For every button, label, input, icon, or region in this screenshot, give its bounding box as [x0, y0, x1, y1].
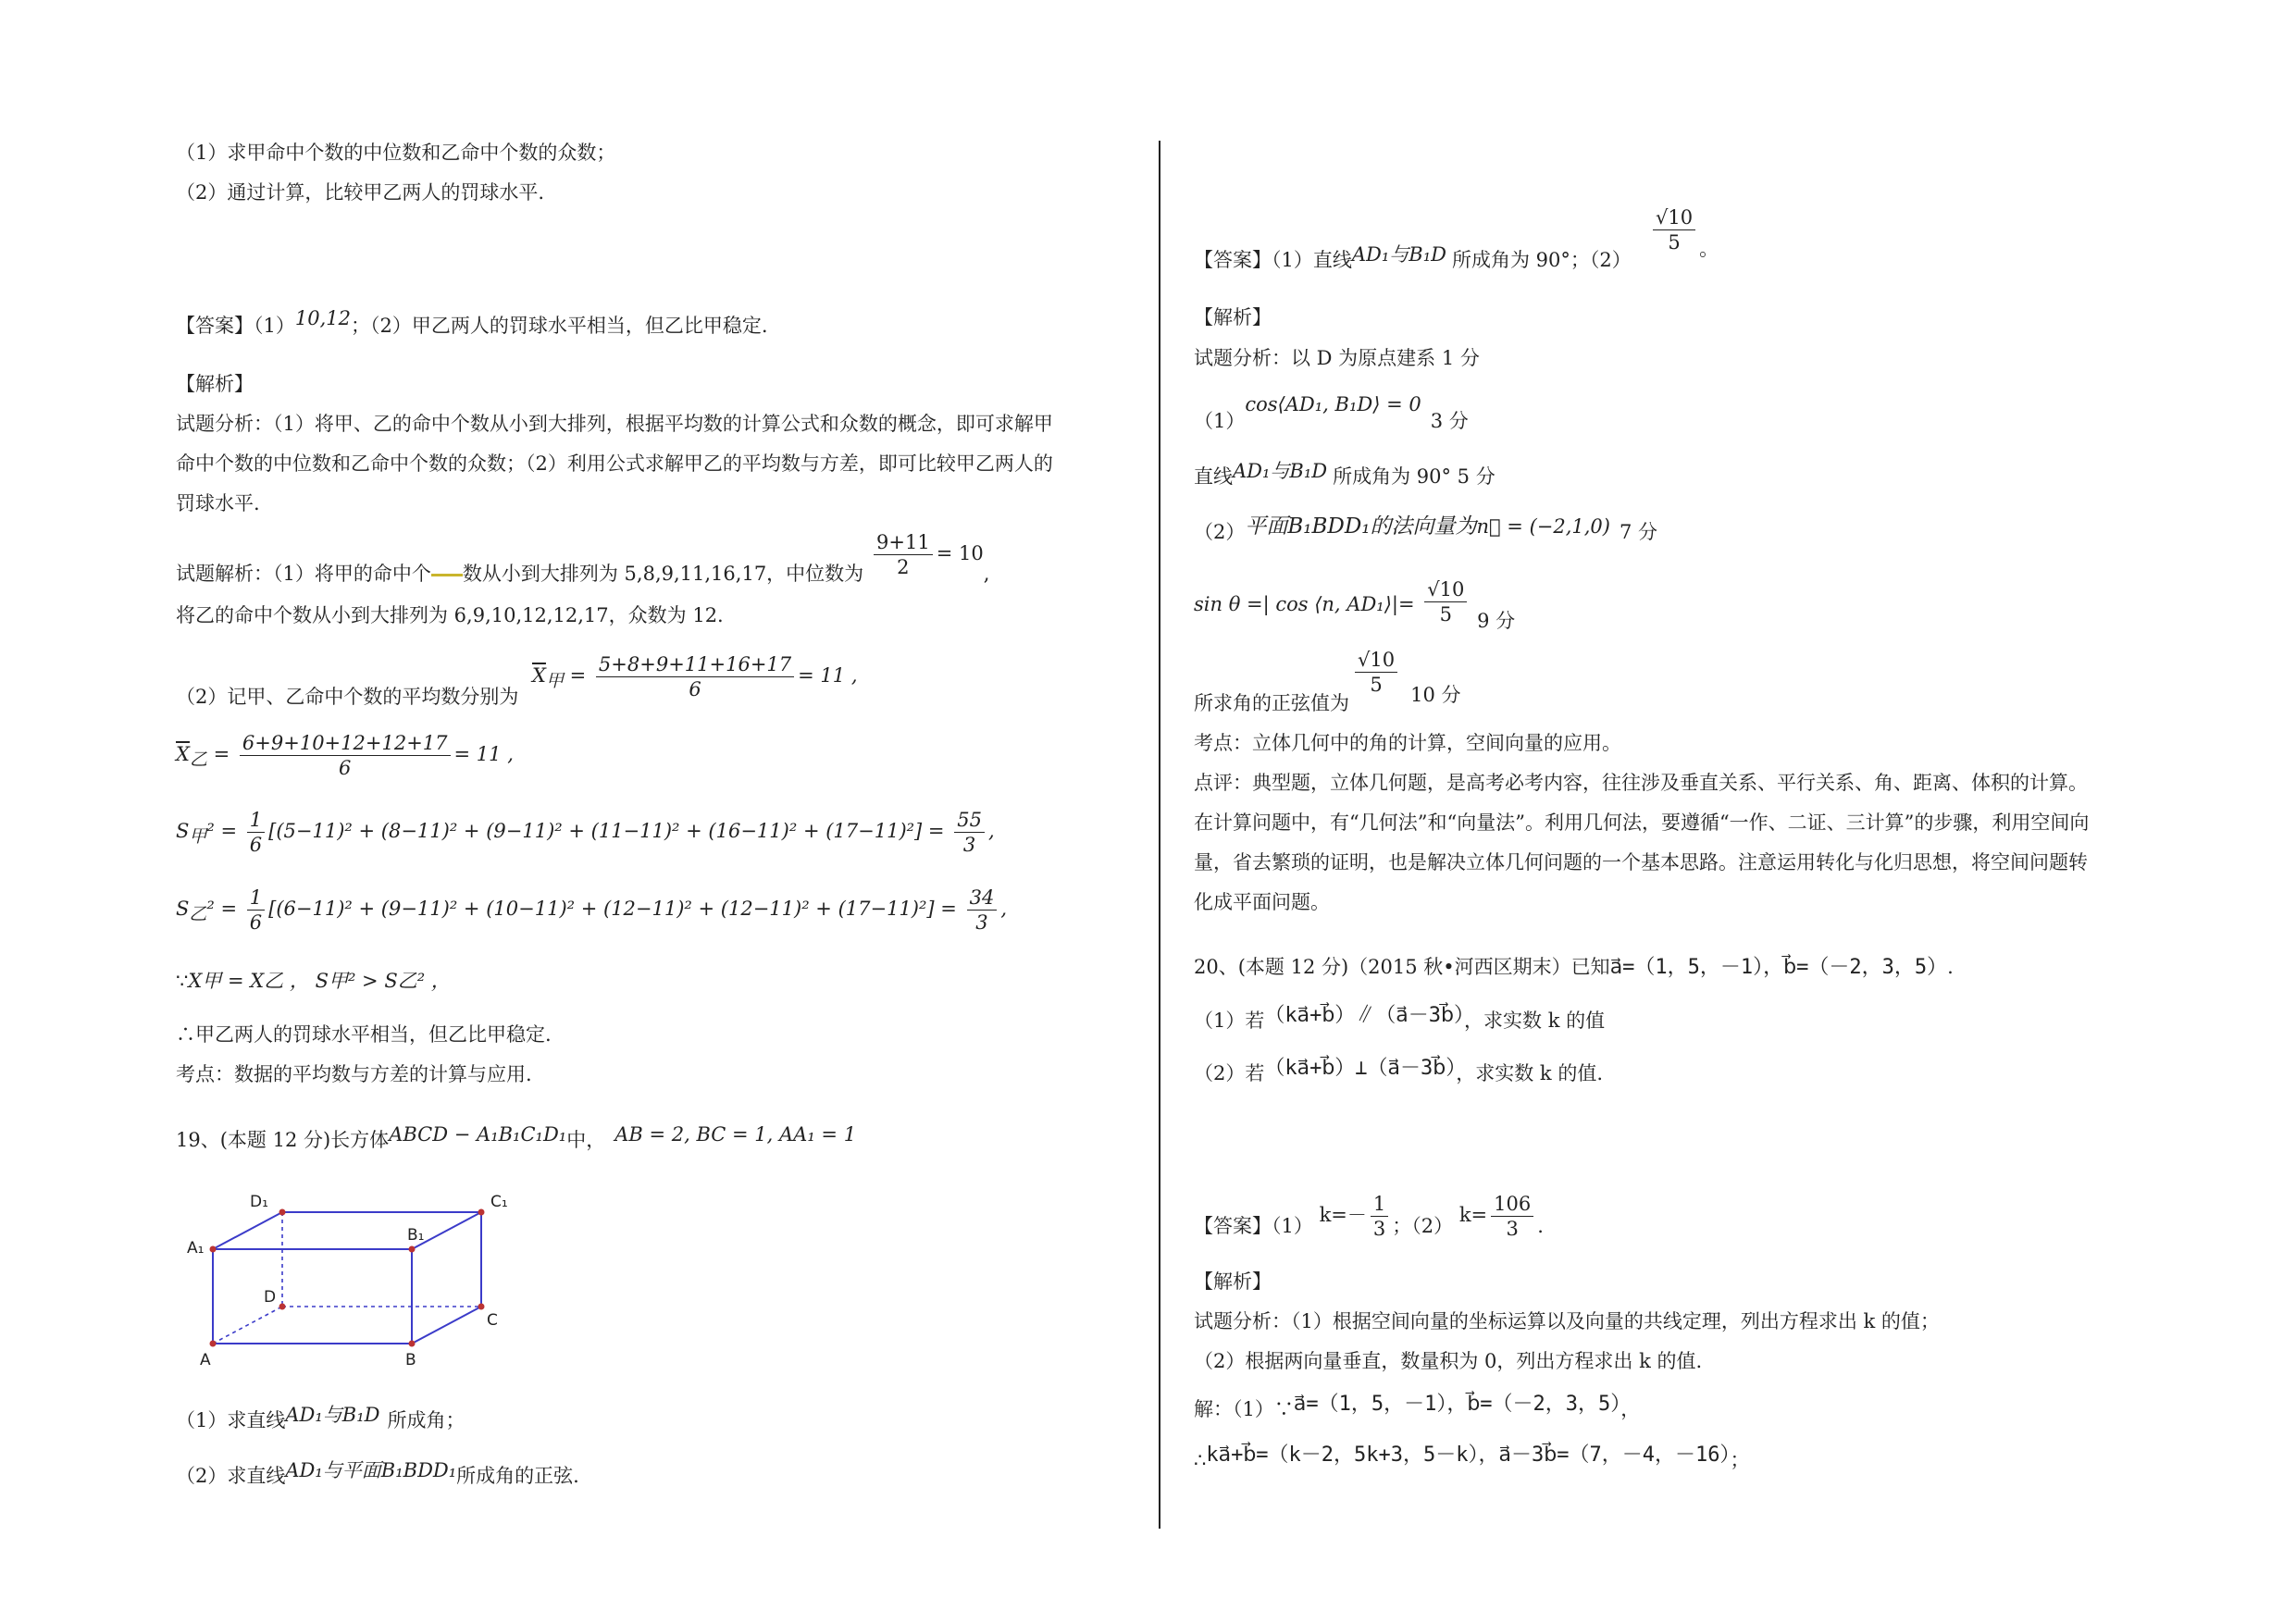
variance-jia-denominator: 3: [962, 834, 976, 856]
q19-part2-math: AD₁与平面B₁BDD₁: [285, 1459, 457, 1481]
step4-num: √10: [1424, 577, 1467, 602]
mean-intro: （2）记甲、乙命中个数的平均数分别为: [176, 686, 519, 708]
mean-yi-numerator: 6+9+10+12+12+17: [240, 731, 451, 756]
step3-math: 平面B₁BDD₁的法向量为: [1245, 514, 1477, 539]
solution-text-b: 数从小到大排列为 5,8,9,11,16,17，中位数为: [462, 563, 864, 585]
question-20: [1194, 953, 1954, 982]
q19-part1: [176, 1406, 465, 1434]
analysis-line-3: 罚球水平.: [176, 492, 260, 514]
step2-a: 直线: [1194, 465, 1233, 488]
solution-text-a: 试题解析：（1）将甲的命中个: [176, 563, 431, 585]
median-denominator: 2: [897, 556, 910, 578]
answer-part1-label: （1）: [254, 315, 295, 337]
q20-text: 20、(本题 12 分)（2015 秋•河西区期末）已知: [1194, 956, 1610, 978]
q20-answer-k1-num: 1: [1371, 1192, 1388, 1217]
variance-jia-coef-num: 1: [247, 808, 265, 833]
q20-answer-k2-num: 106: [1491, 1192, 1533, 1217]
mean-yi-formula: $\overline{X}_乙$ = $\frac{6+9+10+12+12+17}{6}$ = 11 ,: [176, 732, 514, 779]
step2-b: 所成角为 90° 5 分: [1333, 465, 1496, 488]
right-answer-b: 所成角为 90°；（2）: [1451, 249, 1632, 271]
variance-yi-formula: $S_乙^2$ = $\frac{1}{6}$ [(6−11)² + (9−11)² + (10−11)² + (12−11)² + (12−11)² + (17−11)²] = $\frac{34}{3}$ ,: [176, 886, 1007, 934]
step3-vector: n⃗ = (−2,1,0): [1476, 515, 1610, 538]
analysis-line-2: 命中个数的中位数和乙命中个数的众数；（2）利用公式求解甲乙的平均数与方差，即可比较甲乙两人的: [176, 452, 1053, 475]
kaodian-left: 考点：数据的平均数与方差的计算与应用.: [176, 1063, 532, 1085]
q20-part1-b: ，求实数 k 的值: [1464, 1010, 1606, 1032]
variance-jia-formula: $S_甲^2$ = $\frac{1}{6}$ [(5−11)² + (8−11)² + (9−11)² + (11−11)² + (16−11)² + (17−11)²] = $\frac{55}{3}$ ,: [176, 809, 995, 856]
right-analysis-heading: 【解析】: [1194, 306, 1272, 328]
label-C: C: [487, 1311, 498, 1330]
median-result: = 10: [936, 542, 984, 564]
step5-b: 10 分: [1410, 684, 1461, 706]
q20-answer-k1: k=－: [1319, 1204, 1367, 1226]
mean-jia-result: = 11: [798, 664, 846, 687]
mean-jia-denominator: 6: [689, 678, 701, 700]
step4-math: sin θ =| cos ⟨n, AD₁⟩|=: [1194, 593, 1415, 615]
q19-part1-a: （1）求直线: [176, 1409, 286, 1431]
q20-part1-expr: （ka⃗+b⃗）∥（a⃗－3b⃗）: [1264, 1004, 1465, 1027]
variance-yi-body: [(6−11)² + (9−11)² + (10−11)² + (12−11)² + (12−11)² + (17−11)²] =: [268, 898, 957, 920]
q19-in: 中，: [566, 1129, 606, 1151]
right-analysis-line: 试题分析：以 D 为原点建系 1 分: [1194, 347, 1480, 369]
q20-end: .: [1947, 956, 1954, 978]
q20-answer-label: 【答案】: [1194, 1215, 1272, 1237]
because-symbol: ∵: [176, 970, 189, 992]
q19-part1-math: AD₁与B₁D: [285, 1404, 380, 1426]
dianping-line-1: 点评：典型题，立体几何题，是高考必考内容，往往涉及垂直关系、平行关系、角、距离、体积的计算。: [1194, 772, 2088, 794]
variance-yi-symbol: S: [176, 898, 190, 920]
mode-line: 将乙的命中个数从小到大排列为 6,9,10,12,12,17，众数为 12.: [176, 604, 724, 626]
column-divider: [1159, 141, 1160, 1529]
q20-part1-a: （1）若: [1194, 1010, 1265, 1032]
kaodian-right: 考点：立体几何中的角的计算，空间向量的应用。: [1194, 732, 1621, 754]
variance-jia-numerator: 55: [954, 808, 985, 833]
q19-part1-b: 所成角；: [387, 1409, 465, 1431]
q20-solution-2-a: ∴: [1194, 1449, 1207, 1471]
q19-part2-a: （2）求直线: [176, 1465, 286, 1487]
q20-answer-end: .: [1537, 1215, 1544, 1237]
q20-part1: [1194, 1004, 1606, 1035]
mean-yi-symbol: $\overline{X}$: [176, 743, 190, 765]
dianping-line-3: 量，省去繁琐的证明，也是解决立体几何问题的一个基本思路。注意运用转化与化归思想，将空间问题转: [1194, 851, 2088, 873]
mean-yi-denominator: 6: [339, 757, 352, 779]
label-D: D: [264, 1288, 277, 1307]
q20-analysis-heading: 【解析】: [1194, 1270, 1272, 1293]
mean-jia-numerator: 5+8+9+11+16+17: [596, 652, 794, 677]
solution-median-line: [176, 560, 863, 588]
right-answer-a: （1）直线: [1272, 249, 1352, 271]
label-B1: B₁: [407, 1226, 425, 1245]
right-answer-math: AD₁与B₁D: [1351, 243, 1446, 266]
step1-math: cos⟨AD₁, B₁D⟩ = 0: [1245, 393, 1421, 415]
step4-b: 9 分: [1477, 610, 1516, 632]
label-A1: A₁: [187, 1239, 205, 1258]
variance-yi-coef-num: 1: [247, 886, 265, 911]
label-A: A: [200, 1351, 211, 1369]
q19-solid: ABCD − A₁B₁C₁D₁: [389, 1123, 567, 1146]
label-B: B: [405, 1351, 416, 1369]
step1-line: [1194, 393, 1469, 435]
highlight-mark: [431, 574, 463, 576]
q20-solution-1-vectors: a⃗=（1，5，－1），b⃗=（－2，3，5）: [1293, 1393, 1621, 1416]
q20-answer-k2: k=: [1458, 1204, 1488, 1226]
q20-solution-2-vectors: ka⃗+b⃗=（k－2，5k+3，5－k），a⃗－3b⃗=（7，－4，－16）: [1206, 1443, 1731, 1467]
question-part2: （2）通过计算，比较甲乙两人的罚球水平.: [176, 181, 545, 204]
step5-den: 5: [1370, 674, 1383, 696]
step2-math: AD₁与B₁D: [1233, 460, 1328, 482]
right-answer-line: [1194, 243, 1632, 274]
q20-part2-b: ，求实数 k 的值.: [1456, 1062, 1604, 1084]
variance-jia-body: [(5−11)² + (8−11)² + (9−11)² + (11−11)² + (16−11)² + (17−11)²] =: [268, 820, 945, 842]
comparison-line: [176, 967, 451, 995]
q20-answer-a: （1）: [1272, 1215, 1313, 1237]
answer-label: 【答案】: [176, 315, 254, 337]
step5-fraction: [1351, 648, 1461, 706]
step1-b: 3 分: [1430, 410, 1469, 432]
mean-jia-sub: 甲: [545, 671, 564, 692]
q20-solution-line-2: [1194, 1443, 1750, 1475]
question-19: [176, 1123, 857, 1154]
q20-analysis-line-1: 试题分析：（1）根据空间向量的坐标运算以及向量的共线定理，列出方程求出 k 的值；: [1194, 1310, 1940, 1332]
step1-a: （1）: [1194, 410, 1246, 432]
step2-line: [1194, 460, 1496, 490]
right-answer-num: √10: [1653, 205, 1695, 230]
q20-answer-sep: ；（2）: [1392, 1215, 1454, 1237]
variance-yi-denominator: 3: [975, 911, 988, 934]
q20-part2-a: （2）若: [1194, 1062, 1265, 1084]
dianping-line-2: 在计算问题中，有“几何法”和“向量法”。利用几何法，要遵循“一作、二证、三计算”的步骤，利用空间向: [1194, 812, 2090, 834]
label-C1: C₁: [490, 1193, 508, 1211]
comparison-formula: X甲 = X乙 ， S甲² > S乙² ，: [188, 970, 451, 992]
answer-value: 10,12: [294, 307, 351, 329]
q20-answer-k2-den: 3: [1506, 1218, 1519, 1240]
right-answer-label: 【答案】: [1194, 249, 1272, 271]
analysis-heading: 【解析】: [176, 373, 254, 395]
variance-jia-coef-den: 6: [249, 834, 263, 856]
mean-jia-symbol: $\overline{X}$: [532, 664, 546, 687]
label-D1: D₁: [250, 1193, 268, 1211]
step3-b: 7 分: [1620, 521, 1658, 543]
median-numerator: 9+11: [874, 530, 933, 555]
answer-line: [176, 307, 768, 340]
variance-yi-numerator: 34: [967, 886, 998, 911]
q19-text: 19、(本题 12 分)长方体: [176, 1129, 390, 1151]
q20-solution-1-end: ，: [1620, 1398, 1641, 1420]
q20-solution-line-1: [1194, 1395, 1640, 1424]
variance-jia-symbol: S: [176, 820, 190, 842]
q20-part2: [1194, 1059, 1603, 1088]
right-answer-end: 。: [1699, 238, 1719, 260]
q19-part2: [176, 1459, 579, 1490]
step4-line: [1194, 578, 1516, 632]
right-answer-den: 5: [1668, 231, 1681, 254]
step5-line: [1194, 689, 1349, 717]
step5-num: √10: [1355, 648, 1397, 673]
mean-yi-result: = 11: [453, 743, 502, 765]
q19-dimensions: AB = 2, BC = 1, AA₁ = 1: [614, 1123, 857, 1146]
q20-solution-2-end: ；: [1730, 1449, 1750, 1471]
step4-den: 5: [1439, 603, 1452, 626]
mean-jia-formula: $\overline{X}_甲$ = $\frac{5+8+9+11+16+17}{6}$ = 11 ,: [532, 653, 858, 700]
question-part1: （1）求甲命中个数的中位数和乙命中个数的众数；: [176, 142, 616, 164]
conclusion-line: ∴甲乙两人的罚球水平相当，但乙比甲稳定.: [176, 1023, 552, 1046]
q20-solution-1-a: 解：（1）∵: [1194, 1398, 1294, 1420]
mean-yi-sub: 乙: [189, 750, 207, 771]
q20-part2-expr: （ka⃗+b⃗）⊥（a⃗－3b⃗）: [1264, 1057, 1457, 1080]
step5-a: 所求角的正弦值为: [1194, 692, 1349, 714]
cuboid-figure: [176, 1184, 527, 1369]
answer-part2-text: ；（2）甲乙两人的罚球水平相当，但乙比甲稳定.: [351, 315, 768, 337]
step3-line: [1194, 514, 1658, 546]
q19-part2-b: 所成角的正弦.: [456, 1465, 579, 1487]
analysis-line-1: 试题分析：（1）将甲、乙的命中个数从小到大排列，根据平均数的计算公式和众数的概念，即可求解甲: [176, 413, 1053, 435]
step3-a: （2）: [1194, 521, 1246, 543]
variance-yi-sub: 乙: [189, 904, 207, 925]
q20-vectors: a⃗=（1，5，－1），b⃗=（－2，3，5）: [1609, 956, 1948, 979]
variance-yi-coef-den: 6: [249, 911, 263, 934]
variance-jia-sub: 甲: [189, 826, 207, 848]
dianping-line-4: 化成平面问题。: [1194, 891, 1330, 913]
q20-answer-k1-den: 3: [1372, 1218, 1386, 1240]
q20-analysis-line-2: （2）根据两向量垂直，数量积为 0，列出方程求出 k 的值.: [1194, 1350, 1703, 1372]
q20-answer-line: [1194, 1193, 1544, 1252]
right-answer-fraction: [1649, 205, 1719, 260]
median-formula: $\frac{9+11}{2}$ = 10,: [870, 530, 989, 579]
